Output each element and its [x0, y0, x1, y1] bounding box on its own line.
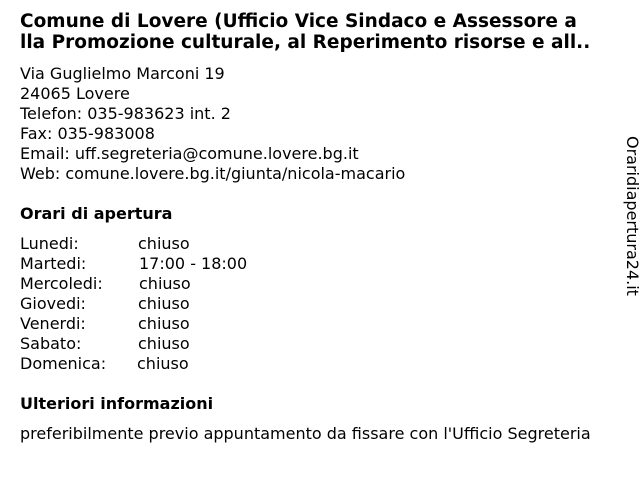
- day-label: Mercoledi:: [20, 274, 103, 293]
- hours-value: chiuso: [138, 334, 190, 353]
- additional-info-text: preferibilmente previo appuntamento da fissare con l'Ufficio Segreteria: [20, 424, 591, 443]
- opening-hours-heading: Orari di apertura: [20, 204, 173, 223]
- day-label: Sabato:: [20, 334, 82, 353]
- opening-hours-table: [20, 234, 247, 374]
- hours-value: chiuso: [138, 314, 190, 333]
- additional-info-heading: Ulteriori informazioni: [20, 394, 214, 413]
- hours-row: [20, 354, 247, 374]
- day-label: Martedi:: [20, 254, 87, 273]
- hours-row: [20, 274, 247, 294]
- city: 24065 Lovere: [20, 84, 130, 103]
- hours-value: 17:00 - 18:00: [139, 254, 248, 273]
- website: Web: comune.lovere.bg.it/giunta/nicola-macario: [20, 164, 406, 183]
- day-label: Venerdi:: [20, 314, 86, 333]
- address: Via Guglielmo Marconi 19: [20, 64, 225, 83]
- hours-value: chiuso: [137, 354, 189, 373]
- page-title: Comune di Lovere (Ufficio Vice Sindaco e Assessore a lla Promozione culturale, al Reperimento risorse e all..: [20, 11, 591, 53]
- site-watermark: Oraridiapertura24.it: [623, 136, 642, 296]
- email: Email: uff.segreteria@comune.lovere.bg.it: [20, 144, 359, 163]
- phone: Telefon: 035-983623 int. 2: [20, 104, 231, 123]
- hours-row: [20, 294, 247, 314]
- day-label: Domenica:: [20, 354, 107, 373]
- day-label: Giovedi:: [20, 294, 86, 313]
- contact-block: [20, 64, 405, 184]
- hours-row: [20, 334, 247, 354]
- day-label: Lunedi:: [20, 234, 79, 253]
- hours-value: chiuso: [139, 274, 191, 293]
- hours-value: chiuso: [138, 294, 190, 313]
- hours-value: chiuso: [138, 234, 190, 253]
- fax: Fax: 035-983008: [20, 124, 155, 143]
- hours-row: [20, 254, 247, 274]
- hours-row: [20, 314, 247, 334]
- hours-row: [20, 234, 247, 254]
